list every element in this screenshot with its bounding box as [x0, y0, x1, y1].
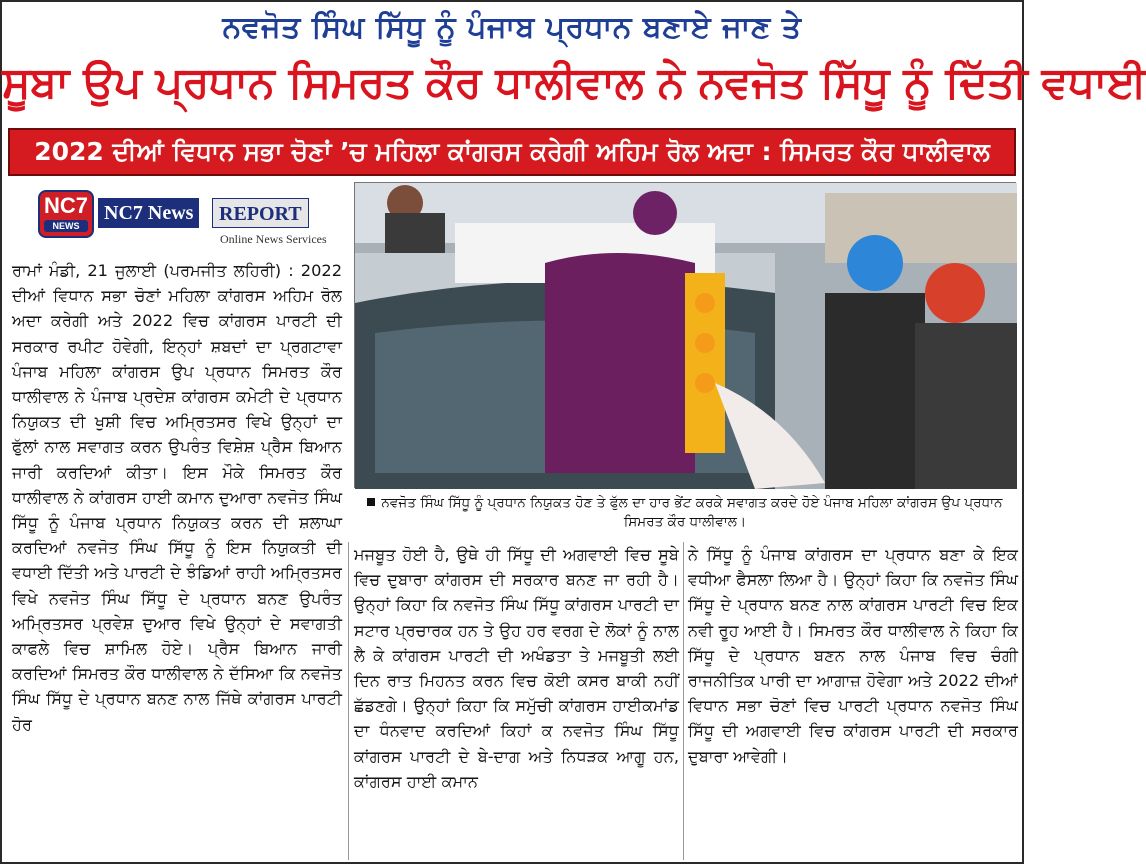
article-column-1: ਰਾਮਾਂ ਮੰਡੀ, 21 ਜੁਲਾਈ (ਪਰਮਜੀਤ ਲਹਿਰੀ) : 2022 ਦੀਆਂ ਵਿਧਾਨ ਸਭਾ ਚੋਣਾਂ ਮਹਿਲਾ ਕਾਂਗਰਸ ਅਹਿਮ ਰੋਲ ਅਦਾ ਕਰੇਗੀ ਅਤੇ 2022 ਵਿਚ ਕਾਂਗਰਸ ਪਾਰਟੀ ਦੀ ਸਰਕਾਰ ਰਪੀਟ ਹੋਵੇਗੀ, ਇਨ੍ਹਾਂ ਸ਼ਬਦਾਂ ਦਾ ਪ੍ਰਗਟਾਵਾ ਪੰਜਾਬ ਮਹਿਲਾ ਕਾਂਗਰਸ ਉਪ ਪ੍ਰਧਾਨ ਸਿਮਰਤ ਕੌਰ ਧਾਲੀਵਾਲ ਨੇ ਪੰਜਾਬ ਪ੍ਰਦੇਸ਼ ਕਾਂਗਰਸ ਕਮੇਟੀ ਦੇ ਪ੍ਰਧਾਨ ਨਿਯੁਕਤ ਦੀ ਖੁਸ਼ੀ ਵਿਚ ਅਮ੍ਰਿਤਸਰ ਵਿਖੇ ਉਨ੍ਹਾਂ ਦਾ ਫੁੱਲਾਂ ਨਾਲ ਸਵਾਗਤ ਕਰਨ ਉਪਰੰਤ ਵਿਸ਼ੇਸ਼ ਪ੍ਰੈਸ ਬਿਆਨ ਜਾਰੀ ਕਰਦਿਆਂ ਕੀਤਾ। ਇਸ ਮੌਕੇ ਸਿਮਰਤ ਕੌਰ ਧਾਲੀਵਾਲ ਨੇ ਕਾਂਗਰਸ ਹਾਈ ਕਮਾਨ ਦੁਆਰਾ ਨਵਜੋਤ ਸਿੰਘ ਸਿੱਧੂ ਨੂੰ ਪੰਜਾਬ ਪ੍ਰਧਾਨ ਨਿਯੁਕਤ ਕਰਨ ਦੀ ਸ਼ਲਾਘਾ ਕਰਦਿਆਂ ਨਵਜੋਤ ਸਿੰਘ ਸਿੱਧੂ ਨੂੰ ਇਸ ਨਿਯੁਕਤੀ ਦੀ ਵਧਾਈ ਦਿੱਤੀ ਅਤੇ ਪਾਰਟੀ ਦੇ ਝੰਡਿਆਂ ਰਾਹੀ ਅਮ੍ਰਿਤਸਰ ਵਿਖੇ ਨਵਜੋਤ ਸਿੰਘ ਸਿੱਧੂ ਦੇ ਪ੍ਰਧਾਨ ਬਨਣ ਉਪਰੰਤ ਅਮ੍ਰਿਤਸਰ ਪ੍ਰਵੇਸ਼ ਦੁਆਰ ਵਿਖੇ ਉਨ੍ਹਾਂ ਦੇ ਸਵਾਗਤੀ ਕਾਫਲੇ ਵਿਚ ਸ਼ਾਮਿਲ ਹੋਏ। ਪ੍ਰੈਸ ਬਿਆਨ ਜਾਰੀ ਕਰਦਿਆਂ ਸਿਮਰਤ ਕੌਰ ਧਾਲੀਵਾਲ ਨੇ ਦੱਸਿਆ ਕਿ ਨਵਜੋਤ ਸਿੰਘ ਸਿੱਧੂ ਦੇ ਪ੍ਰਧਾਨ ਬਨਣ ਨਾਲ ਜਿੱਥੇ ਕਾਂਗਰਸ ਪਾਰਟੀ ਹੋਰ [12, 261, 342, 734]
article-column-2: ਮਜਬੂਤ ਹੋਈ ਹੈ, ਉਥੇ ਹੀ ਸਿੱਧੂ ਦੀ ਅਗਵਾਈ ਵਿਚ ਸੂਬੇ ਵਿਚ ਦੁਬਾਰਾ ਕਾਂਗਰਸ ਦੀ ਸਰਕਾਰ ਬਨਣ ਜਾ ਰਹੀ ਹੈ। ਉਨ੍ਹਾਂ ਕਿਹਾ ਕਿ ਨਵਜੋਤ ਸਿੰਘ ਸਿੱਧੂ ਕਾਂਗਰਸ ਪਾਰਟੀ ਦਾ ਸਟਾਰ ਪ੍ਰਚਾਰਕ ਹਨ ਤੇ ਉਹ ਹਰ ਵਰਗ ਦੇ ਲੋਕਾਂ ਨੂੰ ਨਾਲ ਲੈ ਕੇ ਕਾਂਗਰਸ ਪਾਰਟੀ ਦੀ ਅਖੰਡਤਾ ਤੇ ਮਜਬੂਤੀ ਲਈ ਦਿਨ ਰਾਤ ਮਿਹਨਤ ਕਰਨ ਵਿਚ ਕੋਈ ਕਸਰ ਬਾਕੀ ਨਹੀਂ ਛੱਡਣਗੇ। ਉਨ੍ਹਾਂ ਕਿਹਾ ਕਿ ਸਮੁੱਚੀ ਕਾਂਗਰਸ ਹਾਈਕਮਾਂਡ ਦਾ ਧੰਨਵਾਦ ਕਰਦਿਆਂ ਕਿਹਾਂ ਕ ਨਵਜੋਤ ਸਿੰਘ ਸਿੱਧੂ ਕਾਂਗਰਸ ਪਾਰਟੀ ਦੇ ਬੇ-ਦਾਗ ਅਤੇ ਨਿਧੜਕ ਆਗੂ ਹਨ, ਕਾਂਗਰਸ ਹਾਈ ਕਮਾਨ [354, 545, 679, 791]
caption-bullet-icon [367, 498, 375, 506]
logo-report: REPORT [212, 198, 309, 228]
column-divider-2 [683, 542, 684, 860]
photo-caption [354, 494, 1016, 532]
caption-text: ਨਵਜੋਤ ਸਿੰਘ ਸਿੱਧੂ ਨੂੰ ਪ੍ਰਧਾਨ ਨਿਯੁਕਤ ਹੋਣ ਤੇ ਫੁੱਲ ਦਾ ਹਾਰ ਭੇਂਟ ਕਰਕੇ ਸਵਾਗਤ ਕਰਦੇ ਹੋਏ ਪੰਜਾਬ ਮਹਿਲਾ ਕਾਂਗਰਸ ਉਪ ਪ੍ਰਧਾਨ ਸਿਮਰਤ ਕੌਰ ਧਾਲੀਵਾਲ। [381, 495, 1003, 530]
badge-top-text: NC7 [43, 193, 88, 218]
news-photo [354, 182, 1016, 488]
logo-name: NC7 News [98, 198, 199, 228]
badge-bottom-text: NEWS [44, 220, 88, 232]
article-column-3: ਨੇ ਸਿੱਧੂ ਨੂੰ ਪੰਜਾਬ ਕਾਂਗਰਸ ਦਾ ਪ੍ਰਧਾਨ ਬਣਾ ਕੇ ਇਕ ਵਧੀਆ ਫੈਸਲਾ ਲਿਆ ਹੈ। ਉਨ੍ਹਾਂ ਕਿਹਾ ਕਿ ਨਵਜੋਤ ਸਿੰਘ ਸਿੱਧੂ ਦੇ ਪ੍ਰਧਾਨ ਬਨਣ ਨਾਲ ਕਾਂਗਰਸ ਪਾਰਟੀ ਵਿਚ ਇਕ ਨਵੀ ਰੂਹ ਆਈ ਹੈ। ਸਿਮਰਤ ਕੌਰ ਧਾਲੀਵਾਲ ਨੇ ਕਿਹਾ ਕਿ ਸਿੱਧੂ ਦੇ ਪ੍ਰਧਾਨ ਬਣਨ ਨਾਲ ਪੰਜਾਬ ਵਿਚ ਚੰਗੀ ਰਾਜਨੀਤਿਕ ਪਾਰੀ ਦਾ ਆਗਾਜ਼ ਹੋਵੇਗਾ ਅਤੇ 2022 ਦੀਆਂ ਵਿਧਾਨ ਸਭਾ ਚੋਣਾਂ ਵਿਚ ਪਾਰਟੀ ਪ੍ਰਧਾਨ ਨਵਜੋਤ ਸਿੰਘ ਸਿੱਧੂ ਦੀ ਅਗਵਾਈ ਵਿਚ ਕਾਂਗਰਸ ਪਾਰਟੀ ਦੀ ਸਰਕਾਰ ਦੁਬਾਰਾ ਆਵੇਗੀ। [688, 545, 1018, 766]
headline-top: ਨਵਜੋਤ ਸਿੰਘ ਸਿੱਧੂ ਨੂੰ ਪੰਜਾਬ ਪ੍ਰਧਾਨ ਬਣਾਏ ਜਾਣ ਤੇ [222, 10, 802, 45]
subheadline-banner: 2022 ਦੀਆਂ ਵਿਧਾਨ ਸਭਾ ਚੋਣਾਂ ’ਚ ਮਹਿਲਾ ਕਾਂਗਰਸ ਕਰੇਗੀ ਅਹਿਮ ਰੋਲ ਅਦਾ : ਸਿਮਰਤ ਕੌਰ ਧਾਲੀਵਾਲ [8, 128, 1016, 176]
column-divider-1 [348, 542, 349, 860]
nc7-news-logo [28, 188, 328, 252]
headline-main: ਸੂਬਾ ਉਪ ਪ੍ਰਧਾਨ ਸਿਮਰਤ ਕੌਰ ਧਾਲੀਵਾਲ ਨੇ ਨਵਜੋਤ ਸਿੱਧੂ ਨੂੰ ਦਿੱਤੀ ਵਧਾਈ [2, 58, 1146, 108]
logo-tagline: Online News Services [220, 232, 327, 246]
nc7-badge [38, 190, 94, 238]
photo-illustration [355, 183, 1017, 489]
